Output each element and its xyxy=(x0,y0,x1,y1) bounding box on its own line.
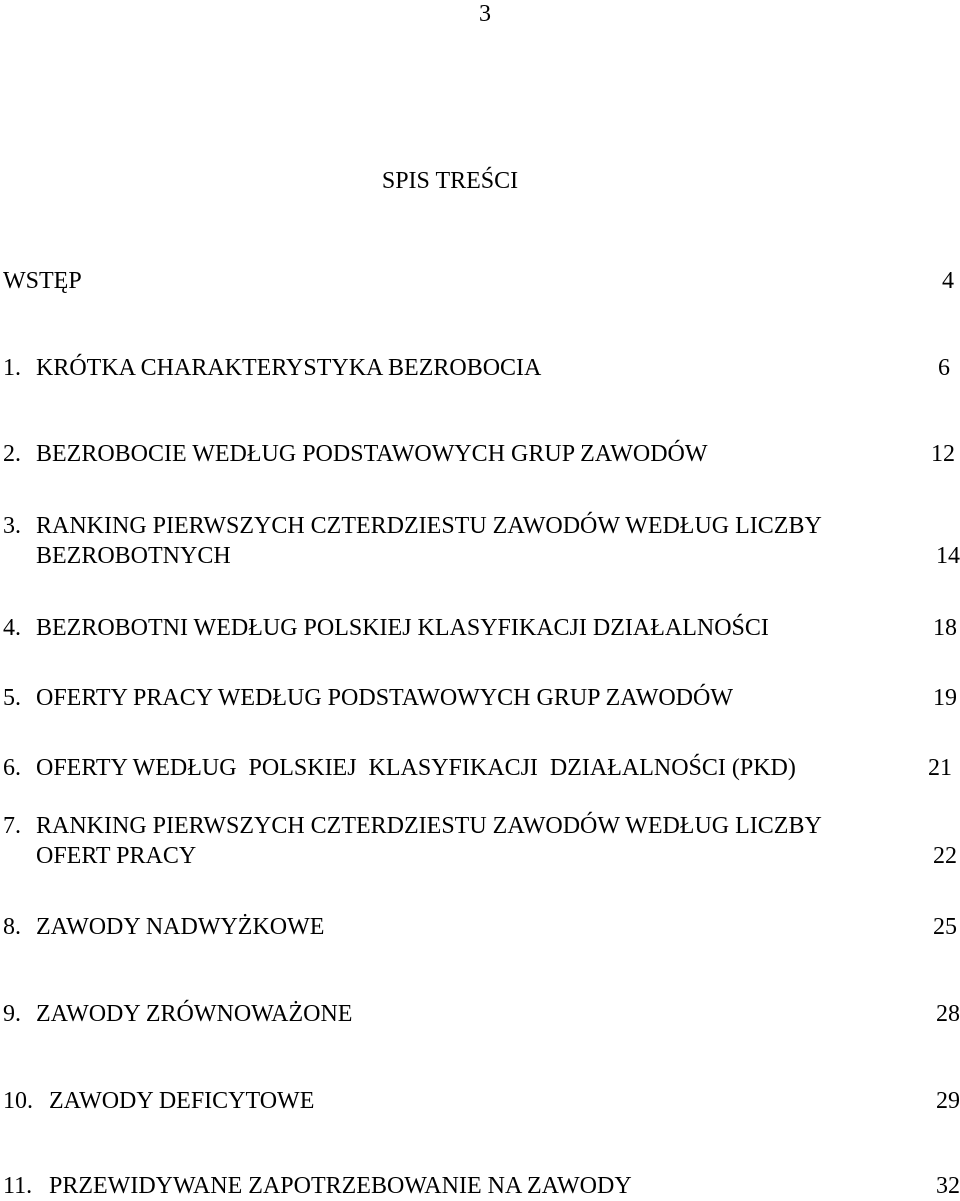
toc-entry-7[interactable] xyxy=(3,811,960,871)
toc-entry-text: RANKING PIERWSZYCH CZTERDZIESTU ZAWODÓW WEDŁUG LICZBY xyxy=(36,813,822,839)
toc-entry-number: 6. xyxy=(3,755,21,781)
toc-title: SPIS TREŚCI xyxy=(381,168,519,194)
toc-entry-text: BEZROBOTNI WEDŁUG POLSKIEJ KLASYFIKACJI DZIAŁALNOŚCI xyxy=(36,615,769,641)
toc-entry-text: WSTĘP xyxy=(3,268,82,294)
toc-entry-page: 19 xyxy=(933,685,957,711)
toc-entry-text: ZAWODY NADWYŻKOWE xyxy=(36,914,325,940)
toc-entry-number: 9. xyxy=(3,1001,21,1027)
toc-entry-number: 7. xyxy=(3,813,21,839)
toc-entry-page: 29 xyxy=(936,1088,960,1114)
toc-entry-page: 12 xyxy=(931,441,955,467)
toc-entry-number: 4. xyxy=(3,615,21,641)
toc-entry-number: 3. xyxy=(3,513,21,539)
toc-entry-page: 32 xyxy=(936,1173,960,1199)
toc-entry-page: 21 xyxy=(928,755,952,781)
toc-entry-number: 1. xyxy=(3,355,21,381)
toc-entry-page: 25 xyxy=(933,914,957,940)
toc-entry-page: 18 xyxy=(933,615,957,641)
toc-entry-number: 10. xyxy=(3,1088,33,1114)
toc-entry-text: ZAWODY DEFICYTOWE xyxy=(49,1088,315,1114)
toc-entry-text: PRZEWIDYWANE ZAPOTRZEBOWANIE NA ZAWODY xyxy=(49,1173,632,1199)
toc-entry-page: 28 xyxy=(936,1001,960,1027)
toc-entry-text: BEZROBOCIE WEDŁUG PODSTAWOWYCH GRUP ZAWODÓW xyxy=(36,441,708,467)
toc-entry-text: RANKING PIERWSZYCH CZTERDZIESTU ZAWODÓW WEDŁUG LICZBY xyxy=(36,513,822,539)
toc-entry-number: 11. xyxy=(3,1173,33,1199)
page-number: 3 xyxy=(479,1,491,27)
toc-entry-text: OFERTY WEDŁUG POLSKIEJ KLASYFIKACJI DZIAŁALNOŚCI (PKD) xyxy=(36,755,796,781)
toc-entry-page: 22 xyxy=(933,843,957,869)
toc-entry-page: 6 xyxy=(938,355,950,381)
toc-entry-page: 14 xyxy=(936,543,960,569)
toc-entry-3[interactable] xyxy=(3,511,960,571)
toc-entry-text: ZAWODY ZRÓWNOWAŻONE xyxy=(36,1001,353,1027)
toc-entry-page: 4 xyxy=(942,268,954,294)
toc-entry-number: 2. xyxy=(3,441,21,467)
toc-entry-text: KRÓTKA CHARAKTERYSTYKA BEZROBOCIA xyxy=(36,355,542,381)
toc-entry-text: OFERTY PRACY WEDŁUG PODSTAWOWYCH GRUP ZAWODÓW xyxy=(36,685,733,711)
toc-entry-number: 5. xyxy=(3,685,21,711)
toc-entry-text-continued: BEZROBOTNYCH xyxy=(36,543,231,569)
toc-entry-text-continued: OFERT PRACY xyxy=(36,843,197,869)
toc-entry-number: 8. xyxy=(3,914,21,940)
